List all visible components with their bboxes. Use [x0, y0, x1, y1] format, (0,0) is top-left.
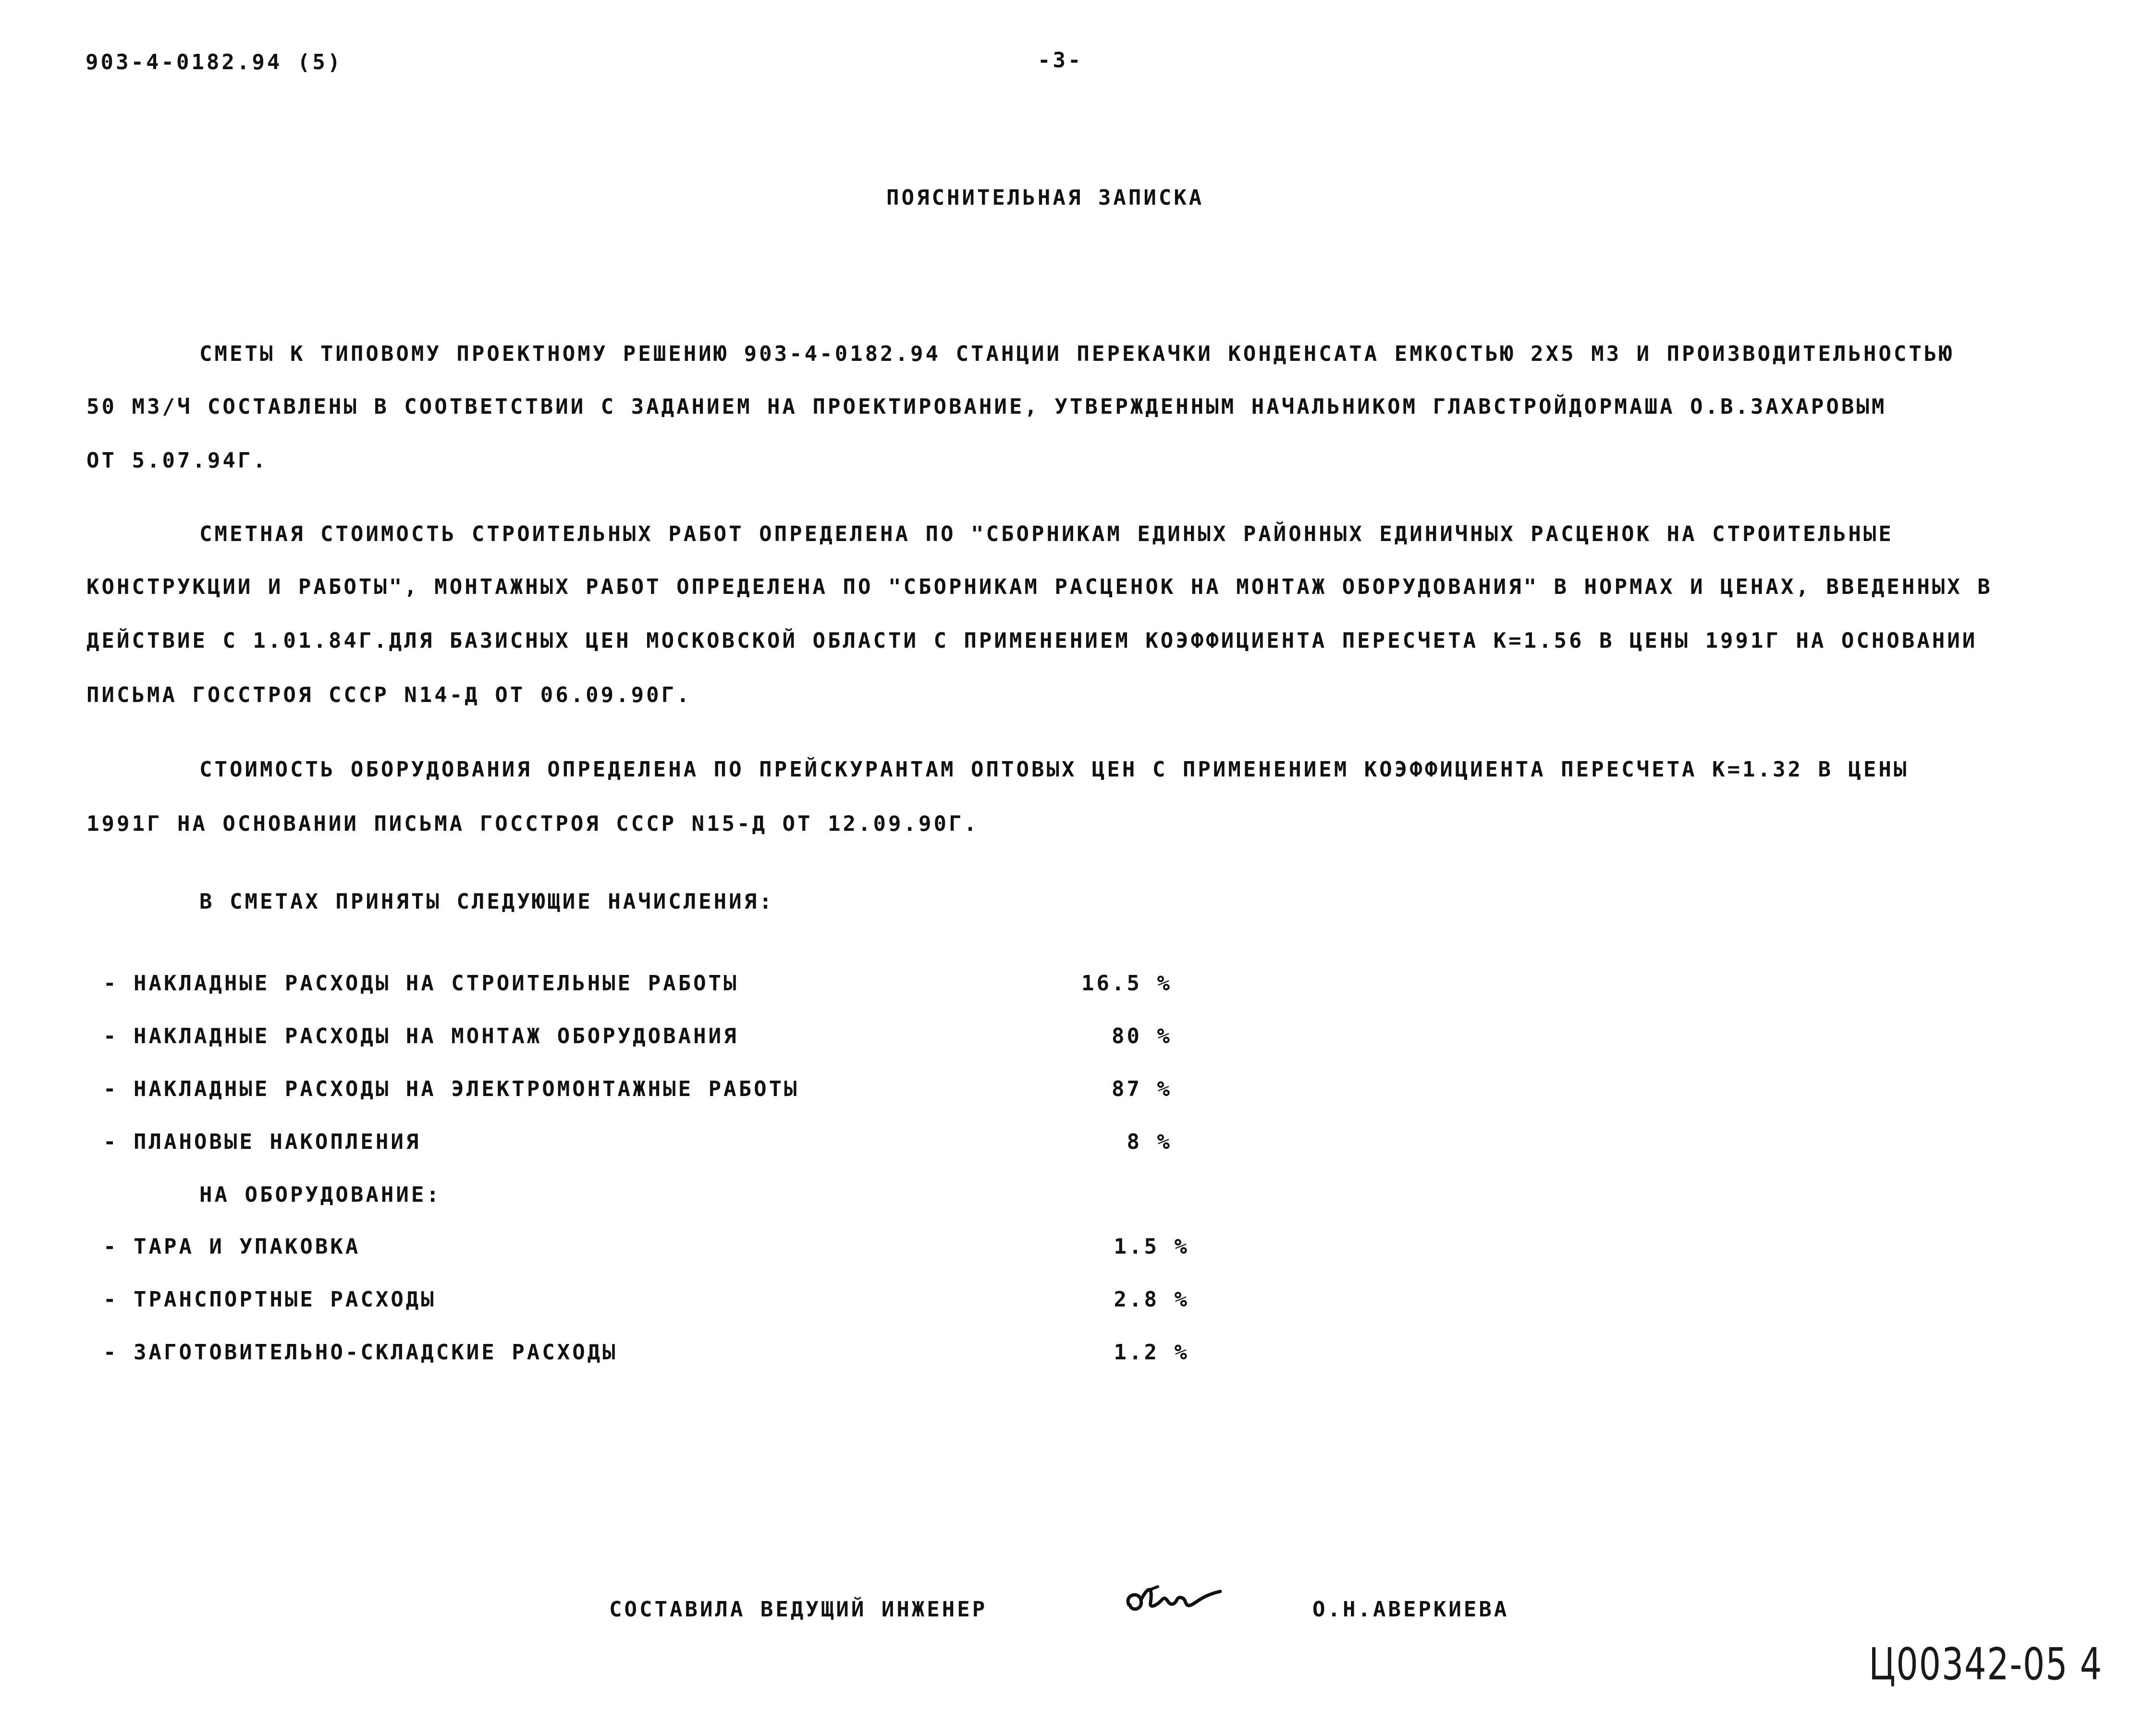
paragraph-line: ПИСЬМА ГОССТРОЯ СССР N14-Д ОТ 06.09.90Г. [86, 683, 692, 707]
document-code: 903-4-0182.94 (5) [86, 50, 343, 74]
archive-stamp: Ц00342-05 4 [1869, 1639, 2103, 1690]
equipment-charge-value: 2.8 % [1114, 1287, 1189, 1312]
charge-label: - НАКЛАДНЫЕ РАСХОДЫ НА МОНТАЖ ОБОРУДОВАНИЯ [103, 1024, 739, 1048]
charge-value: 87 % [1112, 1077, 1172, 1101]
compiled-by-label: СОСТАВИЛА ВЕДУЩИЙ ИНЖЕНЕР [609, 1597, 988, 1622]
paragraph-line: СМЕТНАЯ СТОИМОСТЬ СТРОИТЕЛЬНЫХ РАБОТ ОПРЕДЕЛЕНА ПО "СБОРНИКАМ ЕДИНЫХ РАЙОННЫХ ЕДИНИЧНЫХ РАСЦЕНОК НА СТРОИТЕЛЬНЫЕ [199, 522, 1894, 546]
author-name: О.Н.АВЕРКИЕВА [1312, 1597, 1509, 1622]
charge-value: 8 % [1127, 1130, 1172, 1154]
charge-label: - НАКЛАДНЫЕ РАСХОДЫ НА ЭЛЕКТРОМОНТАЖНЫЕ РАБОТЫ [103, 1077, 799, 1101]
equipment-charge-label: - ЗАГОТОВИТЕЛЬНО-СКЛАДСКИЕ РАСХОДЫ [103, 1340, 618, 1365]
paragraph-line: 1991Г НА ОСНОВАНИИ ПИСЬМА ГОССТРОЯ СССР N15-Д ОТ 12.09.90Г. [86, 812, 979, 836]
signature [1119, 1576, 1230, 1629]
equipment-charge-label: - ТРАНСПОРТНЫЕ РАСХОДЫ [103, 1287, 436, 1312]
charges-intro: В СМЕТАХ ПРИНЯТЫ СЛЕДУЮЩИЕ НАЧИСЛЕНИЯ: [199, 889, 774, 914]
paragraph-line: ОТ 5.07.94Г. [86, 448, 268, 473]
charge-value: 80 % [1112, 1024, 1172, 1048]
equipment-charge-value: 1.5 % [1114, 1234, 1189, 1259]
paragraph-line: 50 М3/Ч СОСТАВЛЕНЫ В СООТВЕТСТВИИ С ЗАДАНИЕМ НА ПРОЕКТИРОВАНИЕ, УТВЕРЖДЕННЫМ НАЧАЛЬНИКОМ ГЛАВСТРОЙДОРМАША О.В.ЗАХАРОВЫМ [86, 394, 1887, 419]
paragraph-line: ДЕЙСТВИЕ С 1.01.84Г.ДЛЯ БАЗИСНЫХ ЦЕН МОСКОВСКОЙ ОБЛАСТИ С ПРИМЕНЕНИЕМ КОЭФФИЦИЕНТА ПЕРЕСЧЕТА К=1.56 В ЦЕНЫ 1991Г НА ОСНОВАНИИ [86, 628, 1978, 653]
charge-label: - ПЛАНОВЫЕ НАКОПЛЕНИЯ [103, 1130, 421, 1154]
paragraph-line: СТОИМОСТЬ ОБОРУДОВАНИЯ ОПРЕДЕЛЕНА ПО ПРЕЙСКУРАНТАМ ОПТОВЫХ ЦЕН С ПРИМЕНЕНИЕМ КОЭФФИЦИЕНТА ПЕРЕСЧЕТА К=1.32 В ЦЕНЫ [199, 757, 1909, 782]
paragraph-line: СМЕТЫ К ТИПОВОМУ ПРОЕКТНОМУ РЕШЕНИЮ 903-4-0182.94 СТАНЦИИ ПЕРЕКАЧКИ КОНДЕНСАТА ЕМКОСТЬЮ 2Х5 М3 И ПРОИЗВОДИТЕЛЬНОСТЬЮ [199, 342, 1954, 366]
page-number: -3- [1038, 48, 1083, 73]
charge-label: - НАКЛАДНЫЕ РАСХОДЫ НА СТРОИТЕЛЬНЫЕ РАБОТЫ [103, 971, 739, 996]
equipment-charge-value: 1.2 % [1114, 1340, 1189, 1365]
equipment-heading: НА ОБОРУДОВАНИЕ: [199, 1183, 441, 1207]
charge-value: 16.5 % [1081, 971, 1172, 996]
paragraph-line: КОНСТРУКЦИИ И РАБОТЫ", МОНТАЖНЫХ РАБОТ ОПРЕДЕЛЕНА ПО "СБОРНИКАМ РАСЦЕНОК НА МОНТАЖ ОБОРУДОВАНИЯ" В НОРМАХ И ЦЕНАХ, ВВЕДЕННЫХ В [86, 575, 1993, 599]
document-title: ПОЯСНИТЕЛЬНАЯ ЗАПИСКА [886, 185, 1204, 210]
equipment-charge-label: - ТАРА И УПАКОВКА [103, 1234, 361, 1259]
